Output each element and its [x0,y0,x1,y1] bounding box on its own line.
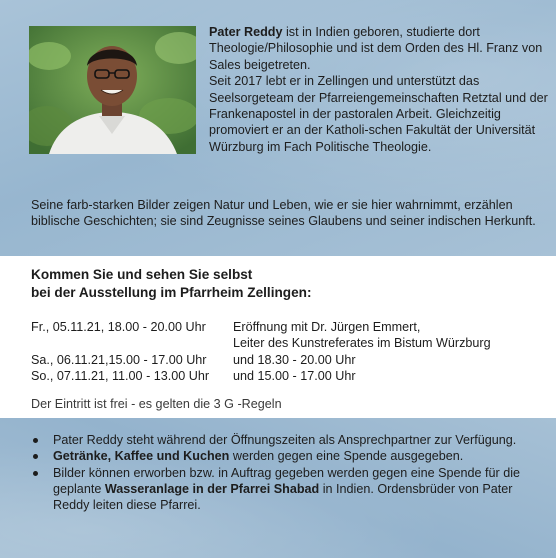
schedule-detail: Eröffnung mit Dr. Jürgen Emmert, [233,320,421,334]
schedule-row [31,352,546,368]
exhibition-band [0,256,556,418]
schedule-detail: und 18.30 - 20.00 Uhr [233,352,356,367]
schedule-row [31,368,546,384]
portrait-illustration [29,26,196,154]
bio-name: Pater Reddy [209,25,283,39]
info-bullets [31,432,546,513]
bullet-bold: Getränke, Kaffee und Kuchen [53,449,230,464]
bullet-text: Pater Reddy steht während der Öffnungszeiten als Ansprechpartner zur Verfügung. [53,433,517,447]
bio-details: Seit 2017 lebt er in Zellingen und unterstützt das Seelsorgeteam der Pfarreiengemeinschaften Retztal und der Frankenapostel in der pastoralen Arbeit. Gleichzeitig promoviert er an der Katholi-schen Fakultät der Universität Würzburg im Fach Politische Theologie. [209,74,548,154]
bio-intro: ist in Indien geboren, studierte dort Theologie/Philosophie und ist dem Orden des Hl. Franz von Sales beigetreten. [209,25,543,72]
top-panel [0,0,556,256]
exhibition-title [31,266,541,302]
schedule-row [31,319,546,335]
bullet-icon [33,438,38,443]
exhibition-title-line2: bei der Ausstellung im Pfarrheim Zellingen: [31,285,312,300]
schedule-date: So., 07.11.21, 11.00 - 13.00 Uhr [31,369,210,384]
bullet-text: werden gegen eine Spende ausgegeben. [229,449,464,464]
list-item [31,465,546,514]
schedule-row [31,335,546,351]
entry-note: Der Eintritt ist frei - es gelten die 3 G -Regeln [31,397,282,411]
bottom-panel [0,418,556,558]
bullet-icon [33,454,38,459]
schedule-detail: und 15.00 - 17.00 Uhr [233,369,356,384]
schedule-date: Fr., 05.11.21, 18.00 - 20.00 Uhr [31,320,206,334]
bio-text [209,24,549,155]
schedule-date: Sa., 06.11.21,15.00 - 17.00 Uhr [31,352,207,367]
bullet-text: in Indien. Ordensbrüder von Pater Reddy leiten diese Pfarrei. [53,481,513,513]
bullet-bold: Wasseranlage in der Pfarrei Shabad [104,481,320,496]
exhibition-title-line1: Kommen Sie und sehen Sie selbst [31,267,253,282]
list-item [31,448,546,464]
bullet-text: Bilder können erworben bzw. in Auftrag gegeben werden gegen eine Spende für die geplante [53,465,521,496]
schedule-detail: Leiter des Kunstreferates im Bistum Würzburg [233,336,491,351]
bullet-icon [33,471,38,476]
art-description: Seine farb-starken Bilder zeigen Natur und Leben, wie er sie hier wahrnimmt, erzählen biblische Geschichten; sie sind Zeugnisse seines Glaubens und seiner indischen Herkunft. [31,198,536,229]
schedule [31,319,546,385]
list-item [31,432,546,448]
portrait-photo [29,26,196,154]
